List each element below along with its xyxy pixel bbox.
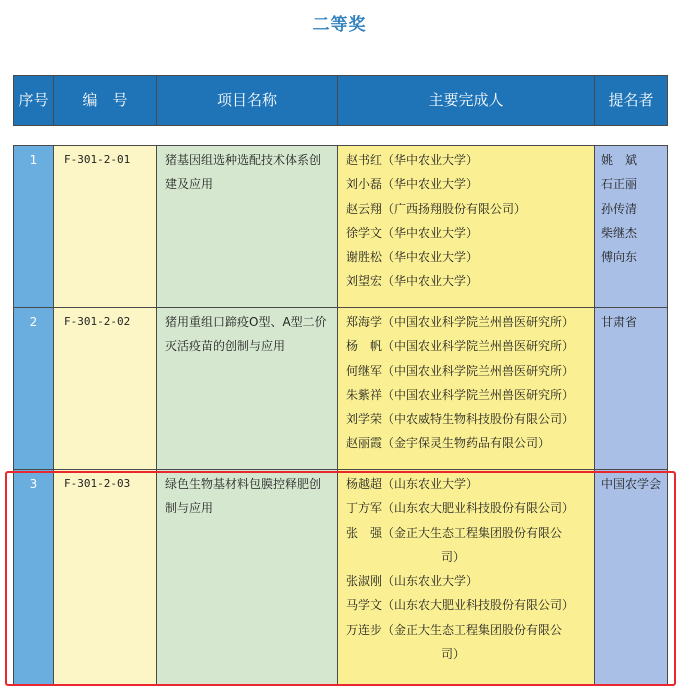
header-project: 项目名称 xyxy=(157,76,338,126)
nominator-entry: 孙传清 xyxy=(601,201,638,216)
person-entry: 何继军（中国农业科学院兰州兽医研究所） xyxy=(346,363,575,378)
row-project xyxy=(157,146,338,308)
header-no: 序号 xyxy=(14,76,54,126)
project-line: 制与应用 xyxy=(165,501,214,516)
person-entry: 张 强（金正大生态工程集团股份有限公 xyxy=(346,525,563,540)
person-entry: 谢胜松（华中农业大学） xyxy=(346,250,479,265)
row-no: 1 xyxy=(14,146,54,308)
person-entry: 朱紫祥（中国农业科学院兰州兽医研究所） xyxy=(346,387,575,402)
nominator-entry: 甘肃省 xyxy=(601,315,638,329)
row-no: 2 xyxy=(14,308,54,470)
person-entry: 丁方军（山东农大肥业科技股份有限公司） xyxy=(346,501,575,516)
header-people: 主要完成人 xyxy=(338,76,595,126)
row-project xyxy=(157,308,338,470)
table-row xyxy=(14,146,668,308)
header-nominator: 提名者 xyxy=(595,76,668,126)
person-entry: 赵书红（华中农业大学） xyxy=(346,153,479,167)
nominator-entry: 中国农学会 xyxy=(601,477,662,491)
person-entry-continuation: 司） xyxy=(440,549,465,564)
project-line: 绿色生物基材料包膜控释肥创 xyxy=(165,477,322,491)
project-line: 灭活疫苗的创制与应用 xyxy=(165,339,286,354)
person-entry: 刘学荣（中农威特生物科技股份有限公司） xyxy=(346,412,575,427)
row-code: F-301-2-02 xyxy=(54,308,157,470)
project-line: 猪基因组选种选配技术体系创 xyxy=(165,153,322,167)
person-entry: 赵丽霞（金宇保灵生物药品有限公司） xyxy=(346,436,551,451)
person-entry: 徐学文（华中农业大学） xyxy=(346,225,479,240)
award-table xyxy=(13,75,668,685)
row-code: F-301-2-03 xyxy=(54,470,157,685)
person-entry: 杨 帆（中国农业科学院兰州兽医研究所） xyxy=(346,339,575,354)
spacer-row xyxy=(14,126,668,146)
row-no: 3 xyxy=(14,470,54,685)
header-code: 编 号 xyxy=(54,76,157,126)
nominator-entry: 石正丽 xyxy=(601,177,638,192)
row-people xyxy=(338,470,595,685)
row-nominator xyxy=(595,470,668,685)
person-entry: 杨越超（山东农业大学） xyxy=(346,477,479,491)
person-entry: 刘望宏（华中农业大学） xyxy=(346,274,479,289)
nominator-entry: 柴继杰 xyxy=(601,225,638,240)
person-entry: 赵云翔（广西扬翔股份有限公司） xyxy=(346,201,527,216)
row-nominator xyxy=(595,146,668,308)
row-people xyxy=(338,308,595,470)
person-entry-continuation: 司） xyxy=(440,647,465,662)
person-entry: 刘小磊（华中农业大学） xyxy=(346,177,479,192)
table-row xyxy=(14,470,668,685)
person-entry: 张淑刚（山东农业大学） xyxy=(346,574,479,589)
nominator-entry: 姚 斌 xyxy=(601,153,638,167)
table-row xyxy=(14,308,668,470)
nominator-entry: 傅向东 xyxy=(601,250,638,265)
row-code: F-301-2-01 xyxy=(54,146,157,308)
row-nominator xyxy=(595,308,668,470)
row-people xyxy=(338,146,595,308)
project-line: 猪用重组口蹄疫O型、A型二价 xyxy=(165,315,327,329)
person-entry: 万连步（金正大生态工程集团股份有限公 xyxy=(346,622,563,637)
person-entry: 郑海学（中国农业科学院兰州兽医研究所） xyxy=(346,315,575,329)
table-header-row xyxy=(14,76,668,126)
person-entry: 马学文（山东农大肥业科技股份有限公司） xyxy=(346,598,575,613)
project-line: 建及应用 xyxy=(165,177,214,192)
row-project xyxy=(157,470,338,685)
page-title: 二等奖 xyxy=(312,15,367,35)
